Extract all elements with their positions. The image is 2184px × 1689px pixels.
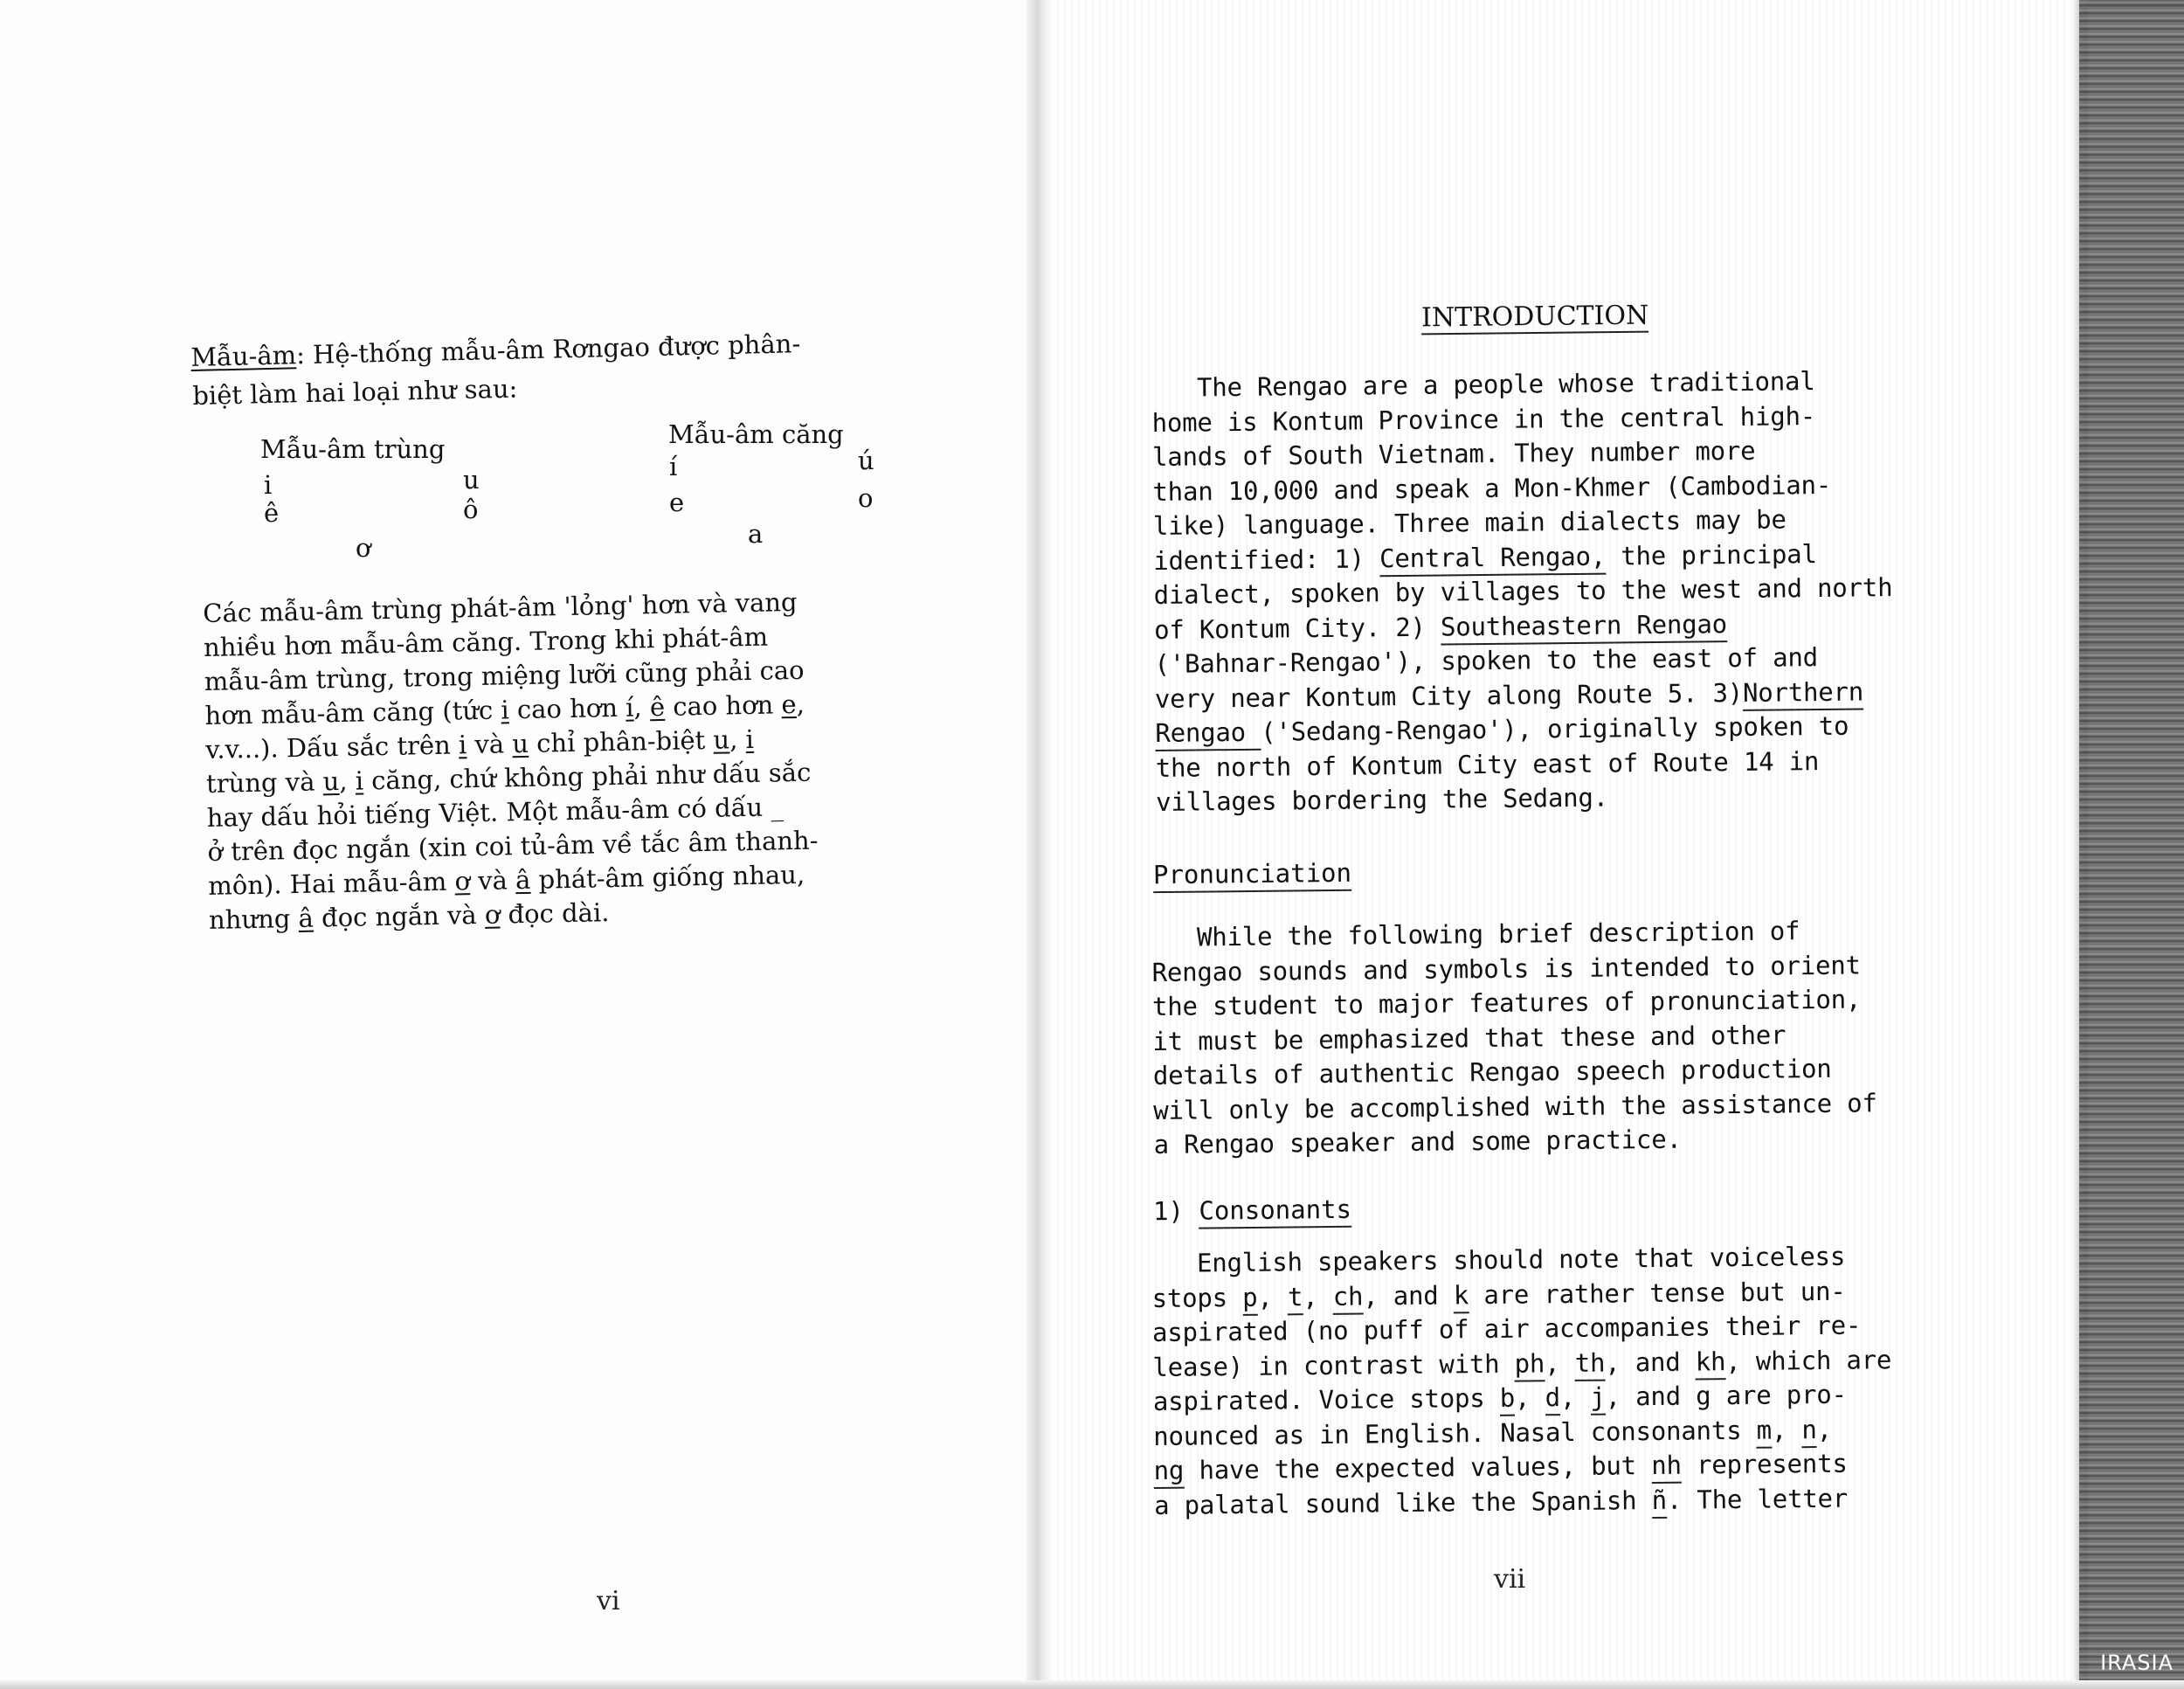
paragraph-line: nhưng â đọc ngắn và ơ đọc dài. bbox=[208, 897, 610, 935]
right-page-number: vii bbox=[1494, 1564, 1526, 1595]
tense-vowel: o bbox=[858, 483, 874, 513]
consonants-paragraph bbox=[1151, 1239, 1905, 1523]
tense-vowel: e bbox=[669, 488, 685, 517]
paragraph-line: hay dấu hỏi tiếng Việt. Một mẫu-âm có dấu _ bbox=[206, 792, 784, 833]
section-pronunciation: Pronunciation bbox=[1153, 858, 1351, 889]
pronunciation-line: will only be accomplished with the assistance of bbox=[1153, 1087, 1877, 1125]
intro-line: ('Bahnar-Rengao'), spoken to the east of and bbox=[1154, 642, 1819, 679]
intro-line: like) language. Three main dialects may be bbox=[1152, 504, 1787, 541]
left-page-number: vi bbox=[597, 1586, 620, 1616]
dialect-southeastern: Southeastern Rengao bbox=[1441, 609, 1727, 645]
tense-vowels-title: Mẫu-âm căng bbox=[668, 419, 844, 449]
lax-vowel: u bbox=[463, 465, 480, 495]
lax-vowel: ê bbox=[264, 498, 280, 528]
pronunciation-line: While the following brief description of bbox=[1151, 916, 1800, 952]
consonants-line: stops p, t, ch, and k are rather tense but un- bbox=[1151, 1273, 1903, 1316]
scanner-dark-edge bbox=[2079, 0, 2184, 1689]
intro-line: the north of Kontum City east of Route 14 in bbox=[1155, 745, 1820, 783]
consonants-line: lease) in contrast with ph, th, and kh, which are bbox=[1152, 1344, 1892, 1382]
left-paragraph bbox=[203, 583, 951, 938]
tense-vowel: ú bbox=[858, 446, 874, 475]
consonants-line: aspirated. Voice stops b, d, j, and g are pro- bbox=[1152, 1379, 1847, 1416]
pronunciation-line: Rengao sounds and symbols is intended to orient bbox=[1151, 950, 1861, 987]
intro-line: of Kontum City. 2) Southeastern Rengao bbox=[1153, 608, 1728, 645]
tense-vowel: í bbox=[669, 452, 678, 481]
consonants-line: English speakers should note that voiceless bbox=[1151, 1241, 1846, 1278]
heading-label: Mẫu-âm bbox=[190, 340, 297, 372]
paragraph-line: mẫu-âm trùng, trong miệng lưỡi cũng phải cao bbox=[204, 654, 805, 696]
consonants-line: a palatal sound like the Spanish ñ. The letter bbox=[1153, 1483, 1849, 1520]
pronunciation-line: details of authentic Rengao speech production bbox=[1152, 1053, 1832, 1090]
intro-line: dialect, spoken by villages to the west and north bbox=[1153, 572, 1893, 610]
lax-vowel: i bbox=[264, 470, 273, 500]
tense-vowel: a bbox=[748, 519, 764, 549]
intro-line: home is Kontum Province in the central high- bbox=[1151, 400, 1816, 438]
lax-vowel: ô bbox=[463, 495, 479, 524]
heading-rest: : Hệ-thống mẫu-âm Rơngao được phân- bbox=[295, 329, 801, 370]
consonants-line: aspirated (no puff of air accompanies their re- bbox=[1151, 1310, 1862, 1347]
left-heading-line2: biệt làm hai loại như sau: bbox=[192, 373, 518, 411]
intro-line: villages bordering the Sedang. bbox=[1155, 782, 1609, 817]
paragraph-line: hơn mẫu-âm căng (tức i cao hơn í, ê cao hơn e, bbox=[204, 689, 805, 730]
intro-line: than 10,000 and speak a Mon-Khmer (Cambodian- bbox=[1152, 469, 1832, 507]
book-spine bbox=[1026, 0, 1053, 1689]
dialect-northern: Northern bbox=[1743, 676, 1863, 710]
pronunciation-line: the student to major features of pronunciation, bbox=[1151, 984, 1862, 1021]
pronunciation-line: a Rengao speaker and some practice. bbox=[1153, 1124, 1682, 1159]
intro-paragraph bbox=[1151, 363, 1907, 820]
lax-vowel: ơ bbox=[356, 533, 371, 563]
dialect-central: Central Rengao, bbox=[1379, 541, 1606, 577]
intro-line: The Rengao are a people whose traditional bbox=[1151, 366, 1815, 403]
scan-bottom-edge bbox=[0, 1680, 2184, 1689]
paragraph-line: môn). Hai mẫu-âm ơ và â phát-âm giống nhau, bbox=[208, 859, 805, 901]
paragraph-line: ở trên đọc ngắn (xin coi tủ-âm về tắc âm thanh- bbox=[207, 825, 819, 867]
pronunciation-paragraph bbox=[1151, 913, 1905, 1162]
pronunciation-line: it must be emphasized that these and other bbox=[1152, 1019, 1787, 1056]
intro-line: Rengao ('Sedang-Rengao'), originally spoken to bbox=[1155, 709, 1906, 751]
lax-vowels-title: Mẫu-âm trùng bbox=[260, 434, 446, 464]
intro-line: lands of South Vietnam. They number more bbox=[1151, 435, 1756, 472]
paragraph-line: Các mẫu-âm trùng phát-âm 'lỏng' hơn và vang bbox=[203, 586, 798, 628]
intro-line: very near Kontum City along Route 5. 3)Northern bbox=[1154, 675, 1864, 714]
paragraph-line: v.v...). Dấu sắc trên i và u chỉ phân-biệt u, i bbox=[205, 723, 755, 765]
introduction-title: INTRODUCTION bbox=[1420, 300, 1649, 334]
irasia-watermark: IRASIA bbox=[2100, 1651, 2174, 1675]
dialect-northern-cont: Rengao bbox=[1155, 717, 1261, 751]
paragraph-line: nhiều hơn mẫu-âm căng. Trong khi phát-âm bbox=[203, 621, 769, 662]
intro-line: identified: 1) Central Rengao, the principal bbox=[1153, 538, 1817, 576]
section-consonants: 1) Consonants bbox=[1153, 1194, 1351, 1226]
consonants-line: ng have the expected values, but nh represents bbox=[1153, 1446, 1904, 1489]
paragraph-line: trùng và u, i căng, chứ không phải như dấu sắc bbox=[205, 757, 812, 799]
consonants-line: nounced as in English. Nasal consonants m, n, bbox=[1153, 1414, 1833, 1451]
